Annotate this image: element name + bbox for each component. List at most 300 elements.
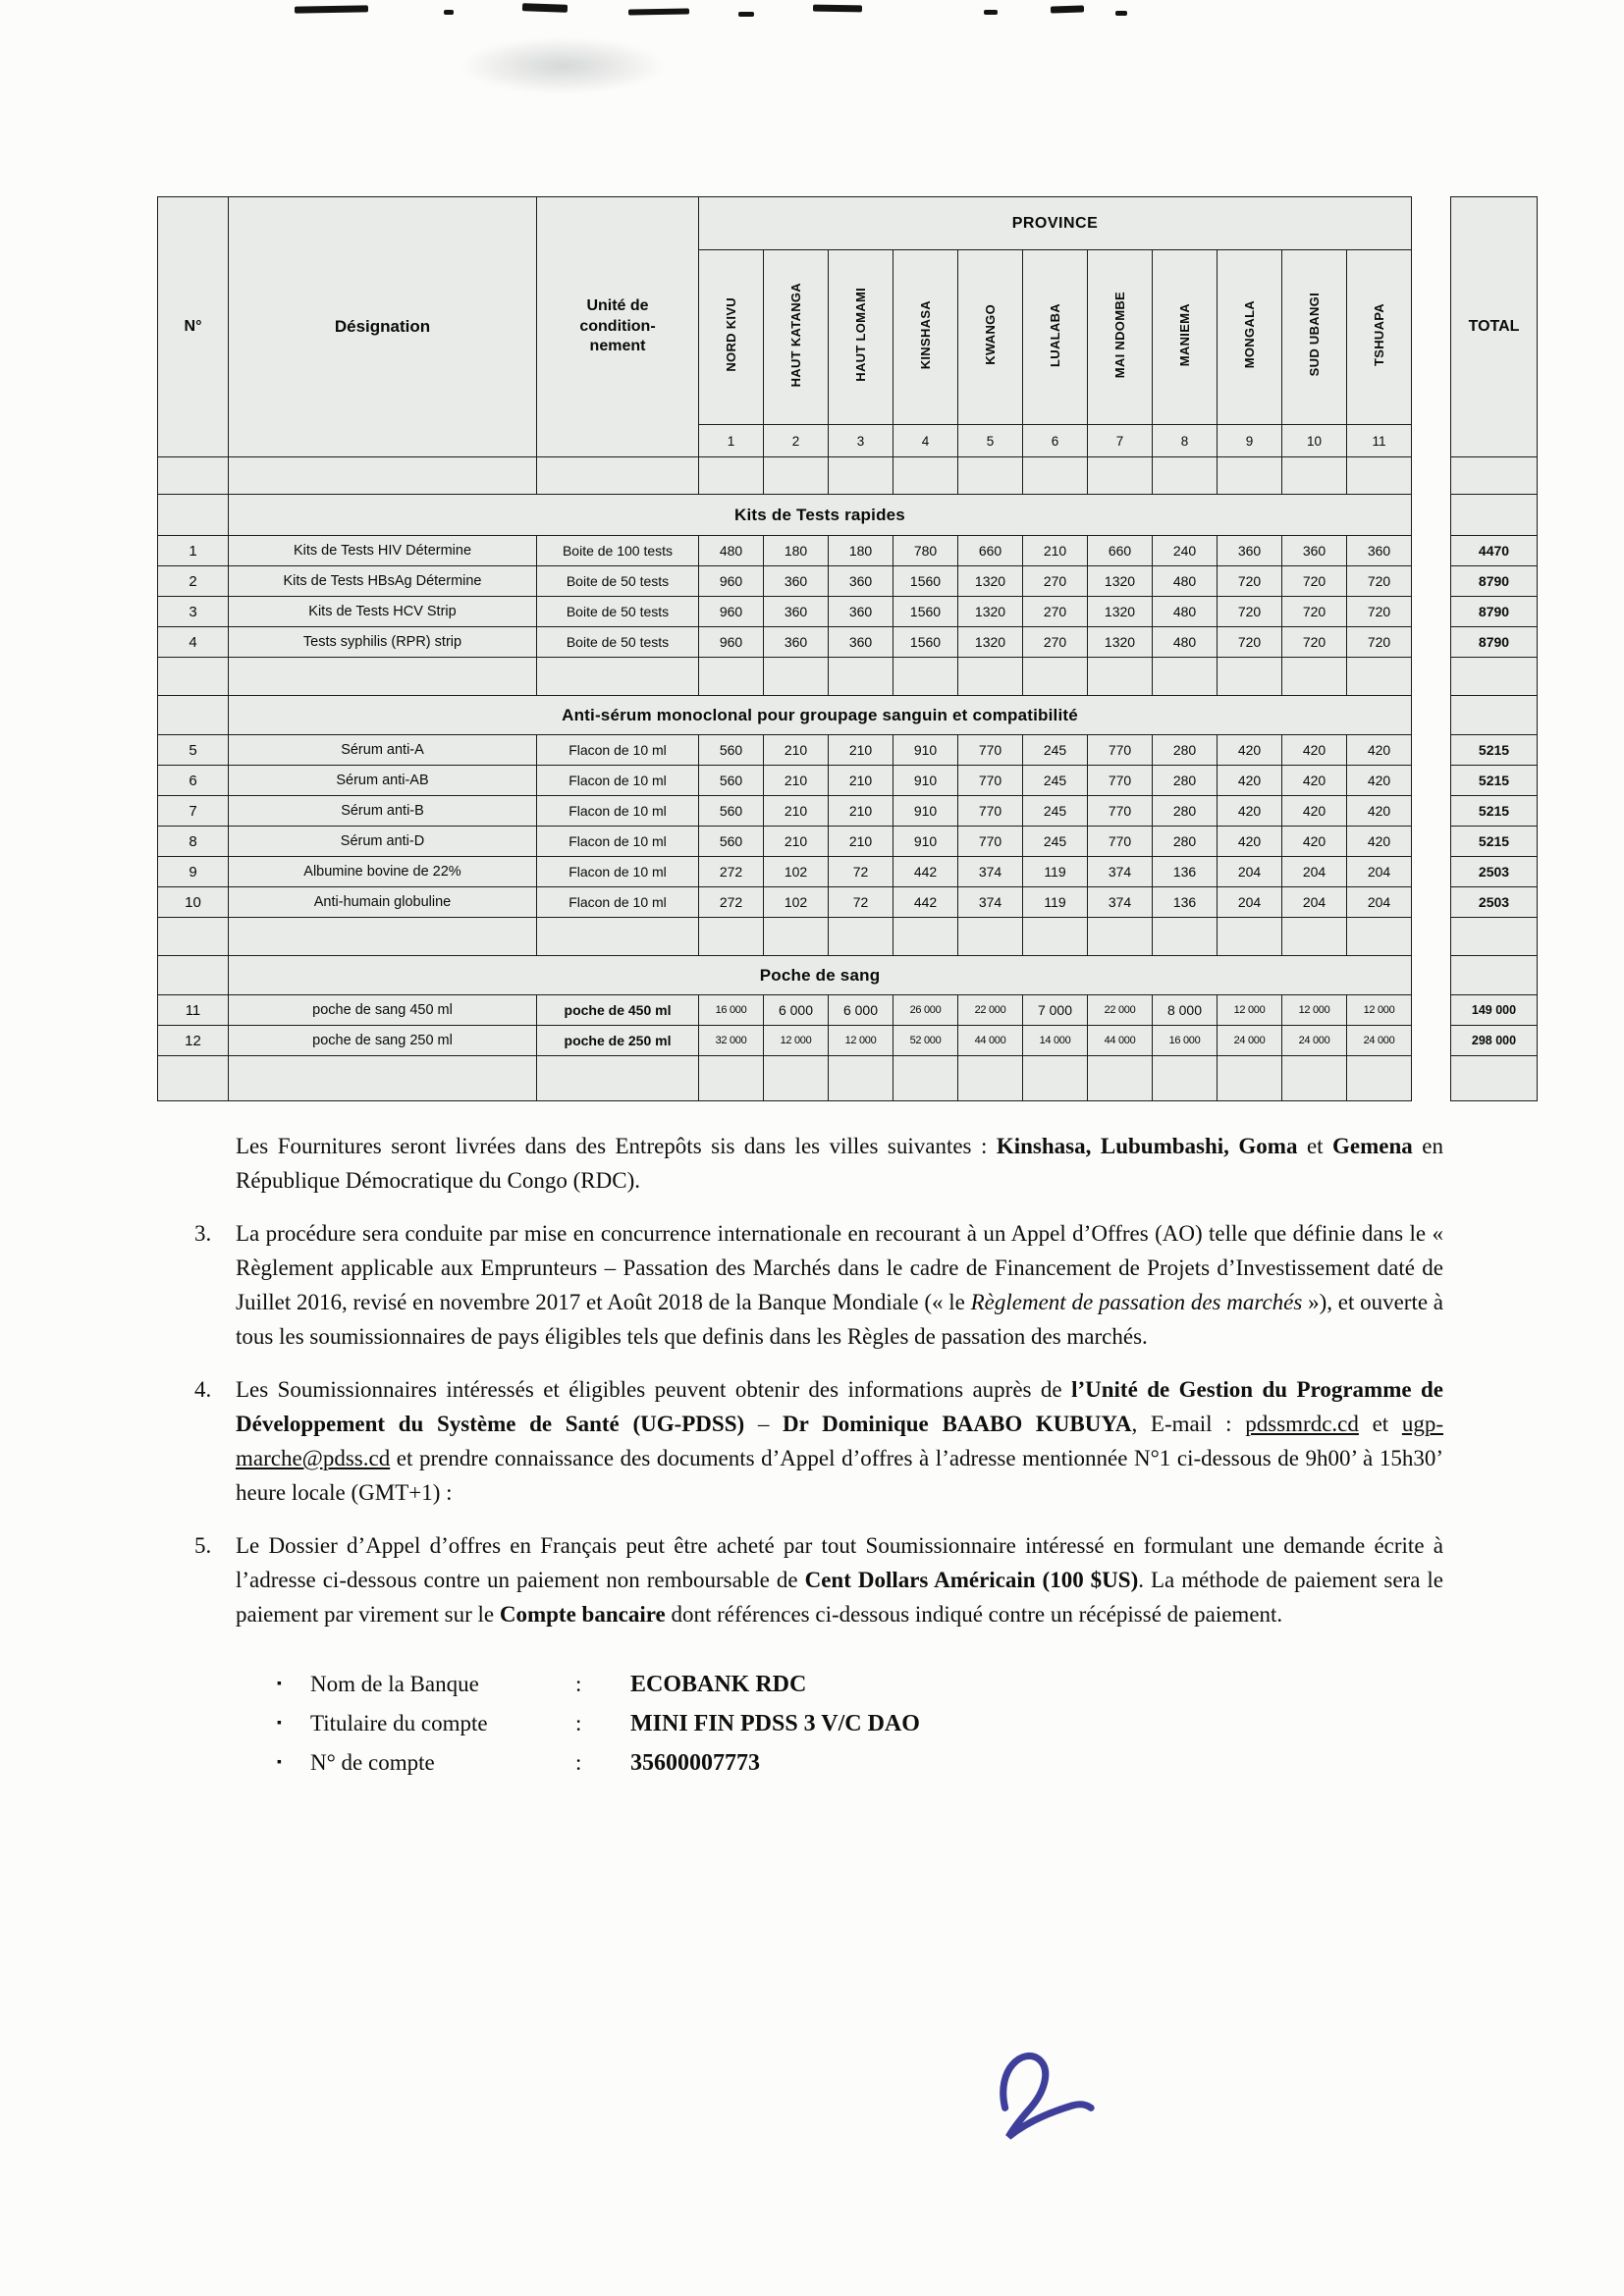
bank-detail-value: ECOBANK RDC (630, 1672, 807, 1697)
value-cell: 272 (699, 857, 764, 887)
value-cell: 360 (1347, 536, 1412, 566)
designation-cell: Sérum anti-AB (229, 766, 537, 796)
province-header (893, 250, 958, 425)
text-segment: Les Soumissionnaires intéressés et éligibles peuvent obtenir des informations auprès de (236, 1377, 1072, 1402)
blank-total-cell (1451, 658, 1538, 696)
row-number-cell: 9 (158, 857, 229, 887)
text-segment: l’Unité de Gestion du Programme de Développement du Système de Santé (UG-PDSS) (236, 1377, 1443, 1436)
value-cell: 24 000 (1347, 1026, 1412, 1056)
text-segment: »), et ouverte à tous les soumissionnaires de pays éligibles tels que definis dans les Règles de passation des marchés. (236, 1290, 1444, 1349)
list-number: 4. (194, 1377, 212, 1402)
blank-cell (1347, 457, 1412, 495)
value-cell: 136 (1153, 857, 1218, 887)
value-cell: 910 (893, 766, 958, 796)
value-cell: 780 (893, 536, 958, 566)
value-cell: 560 (699, 735, 764, 766)
designation-cell: Kits de Tests HCV Strip (229, 597, 537, 627)
value-cell: 280 (1153, 735, 1218, 766)
scan-mark (522, 3, 568, 13)
value-cell: 12 000 (764, 1026, 829, 1056)
blank-cell (1218, 457, 1282, 495)
text-segment: en République Démocratique du Congo (RDC). (236, 1134, 1443, 1193)
value-cell: 442 (893, 887, 958, 918)
value-cell: 1560 (893, 627, 958, 658)
designation-header: Désignation (229, 197, 537, 457)
value-cell: 360 (829, 566, 893, 597)
value-cell: 210 (1023, 536, 1088, 566)
blank-total-cell (1451, 918, 1538, 956)
value-cell: 180 (764, 536, 829, 566)
value-cell: 770 (958, 735, 1023, 766)
designation-cell: Tests syphilis (RPR) strip (229, 627, 537, 658)
province-number: 8 (1153, 425, 1218, 457)
value-cell: 12 000 (1218, 995, 1282, 1026)
table-row (158, 457, 1538, 495)
value-cell: 770 (1088, 827, 1153, 857)
province-number: 1 (699, 425, 764, 457)
value-cell: 910 (893, 735, 958, 766)
table-row (158, 827, 1538, 857)
scan-smudge (460, 37, 666, 94)
table-row (158, 536, 1538, 566)
blank-cell (1347, 918, 1412, 956)
unit-cell: Flacon de 10 ml (537, 827, 699, 857)
total-cell: 298 000 (1451, 1026, 1538, 1056)
value-cell: 204 (1347, 857, 1412, 887)
designation-cell: Kits de Tests HIV Détermine (229, 536, 537, 566)
value-cell: 16 000 (699, 995, 764, 1026)
spacer-cell (1412, 857, 1451, 887)
province-number: 9 (1218, 425, 1282, 457)
value-cell: 770 (1088, 766, 1153, 796)
value-cell: 420 (1218, 827, 1282, 857)
blank-cell (1282, 658, 1347, 696)
province-header (1347, 250, 1412, 425)
blank-cell (158, 1056, 229, 1101)
scan-mark (628, 8, 689, 15)
text-segment: et prendre connaissance des documents d’Appel d’offres à l’adresse mentionnée N°1 ci-dessous de 9h00’ à 15h30’ heure locale (GMT+1) : (236, 1446, 1443, 1505)
value-cell: 560 (699, 766, 764, 796)
value-cell: 204 (1282, 857, 1347, 887)
value-cell: 44 000 (958, 1026, 1023, 1056)
unit-cell: Boite de 50 tests (537, 627, 699, 658)
paragraph-text (236, 1533, 1443, 1627)
value-cell: 374 (1088, 887, 1153, 918)
value-cell: 210 (764, 827, 829, 857)
blank-cell (1282, 1056, 1347, 1101)
value-cell: 720 (1218, 627, 1282, 658)
value-cell: 52 000 (893, 1026, 958, 1056)
province-header-label: LUALABA (1048, 302, 1062, 367)
value-cell: 22 000 (958, 995, 1023, 1026)
value-cell: 210 (764, 766, 829, 796)
province-number: 6 (1023, 425, 1088, 457)
blank-cell (1218, 1056, 1282, 1101)
value-cell: 7 000 (1023, 995, 1088, 1026)
blank-cell (1023, 658, 1088, 696)
table-row (158, 766, 1538, 796)
blank-cell (1023, 1056, 1088, 1101)
unit-cell: Flacon de 10 ml (537, 796, 699, 827)
total-cell: 5215 (1451, 796, 1538, 827)
blank-cell (829, 918, 893, 956)
unit-cell: Boite de 50 tests (537, 566, 699, 597)
value-cell: 210 (829, 827, 893, 857)
province-header-label: SUD UBANGI (1307, 293, 1322, 377)
value-cell: 360 (829, 597, 893, 627)
delivery-paragraph (236, 1129, 1443, 1198)
scan-mark (444, 10, 454, 15)
no-header: N° (158, 197, 229, 457)
row-number-cell: 3 (158, 597, 229, 627)
bank-detail-value: 35600007773 (630, 1750, 760, 1776)
bank-detail-separator: : (575, 1711, 582, 1735)
blank-cell (229, 658, 537, 696)
blank-cell (1218, 658, 1282, 696)
spacer-cell (1412, 766, 1451, 796)
row-number-cell: 12 (158, 1026, 229, 1056)
row-number-cell: 7 (158, 796, 229, 827)
unit-cell: Flacon de 10 ml (537, 887, 699, 918)
value-cell: 720 (1347, 627, 1412, 658)
value-cell: 442 (893, 857, 958, 887)
value-cell: 960 (699, 566, 764, 597)
spacer-cell (1412, 658, 1451, 696)
unit-cell: Boite de 50 tests (537, 597, 699, 627)
blank-cell (158, 918, 229, 956)
designation-cell: poche de sang 450 ml (229, 995, 537, 1026)
value-cell: 910 (893, 796, 958, 827)
row-number-cell: 5 (158, 735, 229, 766)
value-cell: 245 (1023, 766, 1088, 796)
total-cell: 8790 (1451, 627, 1538, 658)
value-cell: 360 (1282, 536, 1347, 566)
numbered-paragraph (194, 1528, 1443, 1631)
province-number: 7 (1088, 425, 1153, 457)
blank-cell (893, 457, 958, 495)
scan-mark (295, 5, 368, 13)
value-cell: 44 000 (1088, 1026, 1153, 1056)
text-segment: Le Dossier d’Appel d’offres en Français peut être acheté par tout Soumissionnaire intéressé en formulant une demande écrite à l’adresse ci-dessous contre un paiement non remboursable de (236, 1533, 1443, 1592)
province-header (1088, 250, 1153, 425)
blank-cell (1347, 1056, 1412, 1101)
blank-cell (829, 457, 893, 495)
numbered-paragraph (194, 1216, 1443, 1354)
designation-cell: Albumine bovine de 22% (229, 857, 537, 887)
spacer-cell (1412, 995, 1451, 1026)
province-header-label: HAUT KATANGA (788, 282, 803, 388)
bank-detail-row (277, 1743, 1443, 1783)
value-cell: 270 (1023, 566, 1088, 597)
value-cell: 16 000 (1153, 1026, 1218, 1056)
blank-cell (764, 1056, 829, 1101)
paragraph-text (236, 1377, 1443, 1505)
value-cell: 1320 (958, 566, 1023, 597)
link-text: pdssmrdc.cd (1245, 1412, 1359, 1436)
value-cell: 420 (1282, 827, 1347, 857)
province-header (764, 250, 829, 425)
text-segment: dont références ci-dessous indiqué contre un récépissé de paiement. (665, 1602, 1283, 1627)
value-cell: 204 (1347, 887, 1412, 918)
value-cell: 26 000 (893, 995, 958, 1026)
text-segment: Kinshasa, Lubumbashi, Goma (996, 1134, 1298, 1158)
blank-total-cell (1451, 495, 1538, 536)
province-number: 3 (829, 425, 893, 457)
province-header-label: NORD KIVU (724, 297, 738, 372)
value-cell: 1320 (958, 597, 1023, 627)
text-segment: et (1358, 1412, 1402, 1436)
blank-cell (229, 918, 537, 956)
province-header (1153, 250, 1218, 425)
spacer-cell (1412, 827, 1451, 857)
blank-cell (229, 457, 537, 495)
value-cell: 660 (958, 536, 1023, 566)
text-segment: La procédure sera conduite par mise en concurrence internationale en recourant à un Appel d’Offres (AO) telle que définie dans le « Règlement applicable aux Emprunteurs – Passation des Marchés dans le cadre de Financement de Projets d’Investissement daté de Juillet 2016, revisé en novembre 2017 et Août 2018 de la Banque Mondiale (« le (236, 1221, 1443, 1314)
table-row (158, 566, 1538, 597)
value-cell: 420 (1347, 827, 1412, 857)
text-segment: – (744, 1412, 784, 1436)
designation-cell: Sérum anti-D (229, 827, 537, 857)
table-row (158, 1026, 1538, 1056)
spacer-cell (1412, 566, 1451, 597)
province-number: 5 (958, 425, 1023, 457)
spacer-cell (1412, 457, 1451, 495)
value-cell: 280 (1153, 827, 1218, 857)
text-segment: , E-mail : (1131, 1412, 1246, 1436)
bullet-icon: ▪ (277, 1755, 282, 1770)
province-number: 11 (1347, 425, 1412, 457)
value-cell: 560 (699, 796, 764, 827)
value-cell: 660 (1088, 536, 1153, 566)
value-cell: 32 000 (699, 1026, 764, 1056)
value-cell: 8 000 (1153, 995, 1218, 1026)
blank-cell (1153, 918, 1218, 956)
value-cell: 420 (1347, 766, 1412, 796)
blank-cell (158, 495, 229, 536)
table-row (158, 995, 1538, 1026)
list-number: 3. (194, 1221, 212, 1246)
value-cell: 720 (1218, 597, 1282, 627)
scan-mark (738, 12, 754, 17)
value-cell: 245 (1023, 796, 1088, 827)
value-cell: 1560 (893, 566, 958, 597)
value-cell: 1320 (958, 627, 1023, 658)
unit-header: Unité de condition- nement (537, 197, 699, 457)
table-row (158, 696, 1538, 735)
blank-cell (1088, 658, 1153, 696)
spacer-cell (1412, 1056, 1451, 1101)
total-cell: 5215 (1451, 766, 1538, 796)
value-cell: 180 (829, 536, 893, 566)
value-cell: 245 (1023, 827, 1088, 857)
blank-cell (1153, 457, 1218, 495)
value-cell: 360 (829, 627, 893, 658)
value-cell: 420 (1218, 796, 1282, 827)
text-segment: Dr Dominique BAABO KUBUYA (783, 1412, 1132, 1436)
blank-cell (1088, 1056, 1153, 1101)
spacer-cell (1412, 735, 1451, 766)
value-cell: 420 (1218, 735, 1282, 766)
province-header (1218, 250, 1282, 425)
table-row (158, 495, 1538, 536)
province-header-label: TSHUAPA (1372, 303, 1386, 366)
value-cell: 204 (1218, 857, 1282, 887)
bank-detail-value: MINI FIN PDSS 3 V/C DAO (630, 1711, 920, 1736)
total-cell: 8790 (1451, 566, 1538, 597)
blank-cell (537, 918, 699, 956)
value-cell: 374 (958, 887, 1023, 918)
document-body (194, 1129, 1443, 1783)
value-cell: 560 (699, 827, 764, 857)
section-title: Poche de sang (229, 956, 1412, 995)
designation-cell: Kits de Tests HBsAg Détermine (229, 566, 537, 597)
value-cell: 374 (1088, 857, 1153, 887)
unit-cell: Boite de 100 tests (537, 536, 699, 566)
value-cell: 420 (1282, 766, 1347, 796)
province-number: 2 (764, 425, 829, 457)
value-cell: 720 (1282, 566, 1347, 597)
spacer-cell (1412, 956, 1451, 995)
blank-cell (699, 658, 764, 696)
designation-cell: Anti-humain globuline (229, 887, 537, 918)
total-cell: 5215 (1451, 735, 1538, 766)
value-cell: 119 (1023, 857, 1088, 887)
table-row (158, 597, 1538, 627)
blank-cell (958, 658, 1023, 696)
blank-cell (1218, 918, 1282, 956)
value-cell: 374 (958, 857, 1023, 887)
blank-cell (1282, 918, 1347, 956)
value-cell: 720 (1347, 597, 1412, 627)
blank-total-cell (1451, 1056, 1538, 1101)
blank-cell (158, 457, 229, 495)
bank-detail-separator: : (575, 1672, 582, 1696)
unit-cell: Flacon de 10 ml (537, 735, 699, 766)
value-cell: 24 000 (1218, 1026, 1282, 1056)
bullet-icon: ▪ (277, 1716, 282, 1731)
value-cell: 204 (1282, 887, 1347, 918)
value-cell: 480 (1153, 566, 1218, 597)
blank-cell (1023, 918, 1088, 956)
value-cell: 6 000 (764, 995, 829, 1026)
value-cell: 72 (829, 887, 893, 918)
text-segment: . La méthode de paiement sera le paiement par virement sur le (236, 1568, 1443, 1627)
text-segment: Compte bancaire (499, 1602, 666, 1627)
bank-details-list (277, 1665, 1443, 1783)
value-cell: 360 (1218, 536, 1282, 566)
value-cell: 770 (1088, 735, 1153, 766)
value-cell: 240 (1153, 536, 1218, 566)
value-cell: 12 000 (1347, 995, 1412, 1026)
value-cell: 1560 (893, 597, 958, 627)
value-cell: 72 (829, 857, 893, 887)
text-segment: Les Fournitures seront livrées dans des Entrepôts sis dans les villes suivantes : (236, 1134, 997, 1158)
value-cell: 420 (1218, 766, 1282, 796)
bank-detail-label: Titulaire du compte (310, 1711, 488, 1735)
row-number-cell: 1 (158, 536, 229, 566)
row-number-cell: 10 (158, 887, 229, 918)
row-number-cell: 2 (158, 566, 229, 597)
total-cell: 2503 (1451, 857, 1538, 887)
value-cell: 360 (764, 627, 829, 658)
value-cell: 210 (829, 766, 893, 796)
value-cell: 210 (764, 735, 829, 766)
row-number-cell: 8 (158, 827, 229, 857)
province-header (699, 250, 764, 425)
value-cell: 720 (1347, 566, 1412, 597)
total-cell: 4470 (1451, 536, 1538, 566)
value-cell: 910 (893, 827, 958, 857)
value-cell: 210 (829, 735, 893, 766)
bank-detail-label: N° de compte (310, 1750, 435, 1775)
value-cell: 245 (1023, 735, 1088, 766)
blank-total-cell (1451, 956, 1538, 995)
value-cell: 136 (1153, 887, 1218, 918)
province-group-header: PROVINCE (699, 197, 1412, 250)
spacer-cell (1412, 627, 1451, 658)
designation-cell: Sérum anti-B (229, 796, 537, 827)
value-cell: 22 000 (1088, 995, 1153, 1026)
blank-cell (229, 1056, 537, 1101)
value-cell: 420 (1282, 796, 1347, 827)
spacer-cell (1412, 696, 1451, 735)
total-cell: 8790 (1451, 597, 1538, 627)
value-cell: 720 (1282, 627, 1347, 658)
value-cell: 360 (764, 566, 829, 597)
total-cell: 149 000 (1451, 995, 1538, 1026)
value-cell: 102 (764, 887, 829, 918)
value-cell: 102 (764, 857, 829, 887)
value-cell: 210 (829, 796, 893, 827)
blank-cell (158, 956, 229, 995)
province-header-label: KWANGO (983, 304, 998, 365)
value-cell: 770 (958, 827, 1023, 857)
value-cell: 420 (1347, 735, 1412, 766)
value-cell: 420 (1282, 735, 1347, 766)
province-number: 4 (893, 425, 958, 457)
blank-total-cell (1451, 696, 1538, 735)
unit-cell: poche de 450 ml (537, 995, 699, 1026)
blank-cell (158, 658, 229, 696)
blank-cell (537, 658, 699, 696)
table-row (158, 918, 1538, 956)
value-cell: 960 (699, 627, 764, 658)
value-cell: 720 (1282, 597, 1347, 627)
bank-detail-row (277, 1704, 1443, 1743)
blank-cell (537, 457, 699, 495)
blank-cell (764, 918, 829, 956)
blank-cell (1088, 918, 1153, 956)
blank-cell (893, 1056, 958, 1101)
total-cell: 2503 (1451, 887, 1538, 918)
value-cell: 1320 (1088, 597, 1153, 627)
unit-cell: Flacon de 10 ml (537, 857, 699, 887)
value-cell: 270 (1023, 627, 1088, 658)
blank-cell (699, 1056, 764, 1101)
value-cell: 360 (764, 597, 829, 627)
value-cell: 24 000 (1282, 1026, 1347, 1056)
scan-mark (813, 5, 862, 13)
spacer-column (1412, 197, 1451, 457)
blank-cell (699, 457, 764, 495)
spacer-cell (1412, 1026, 1451, 1056)
table-row (158, 1056, 1538, 1101)
spacer-cell (1412, 536, 1451, 566)
value-cell: 1320 (1088, 627, 1153, 658)
value-cell: 270 (1023, 597, 1088, 627)
blank-cell (1088, 457, 1153, 495)
blank-cell (1347, 658, 1412, 696)
